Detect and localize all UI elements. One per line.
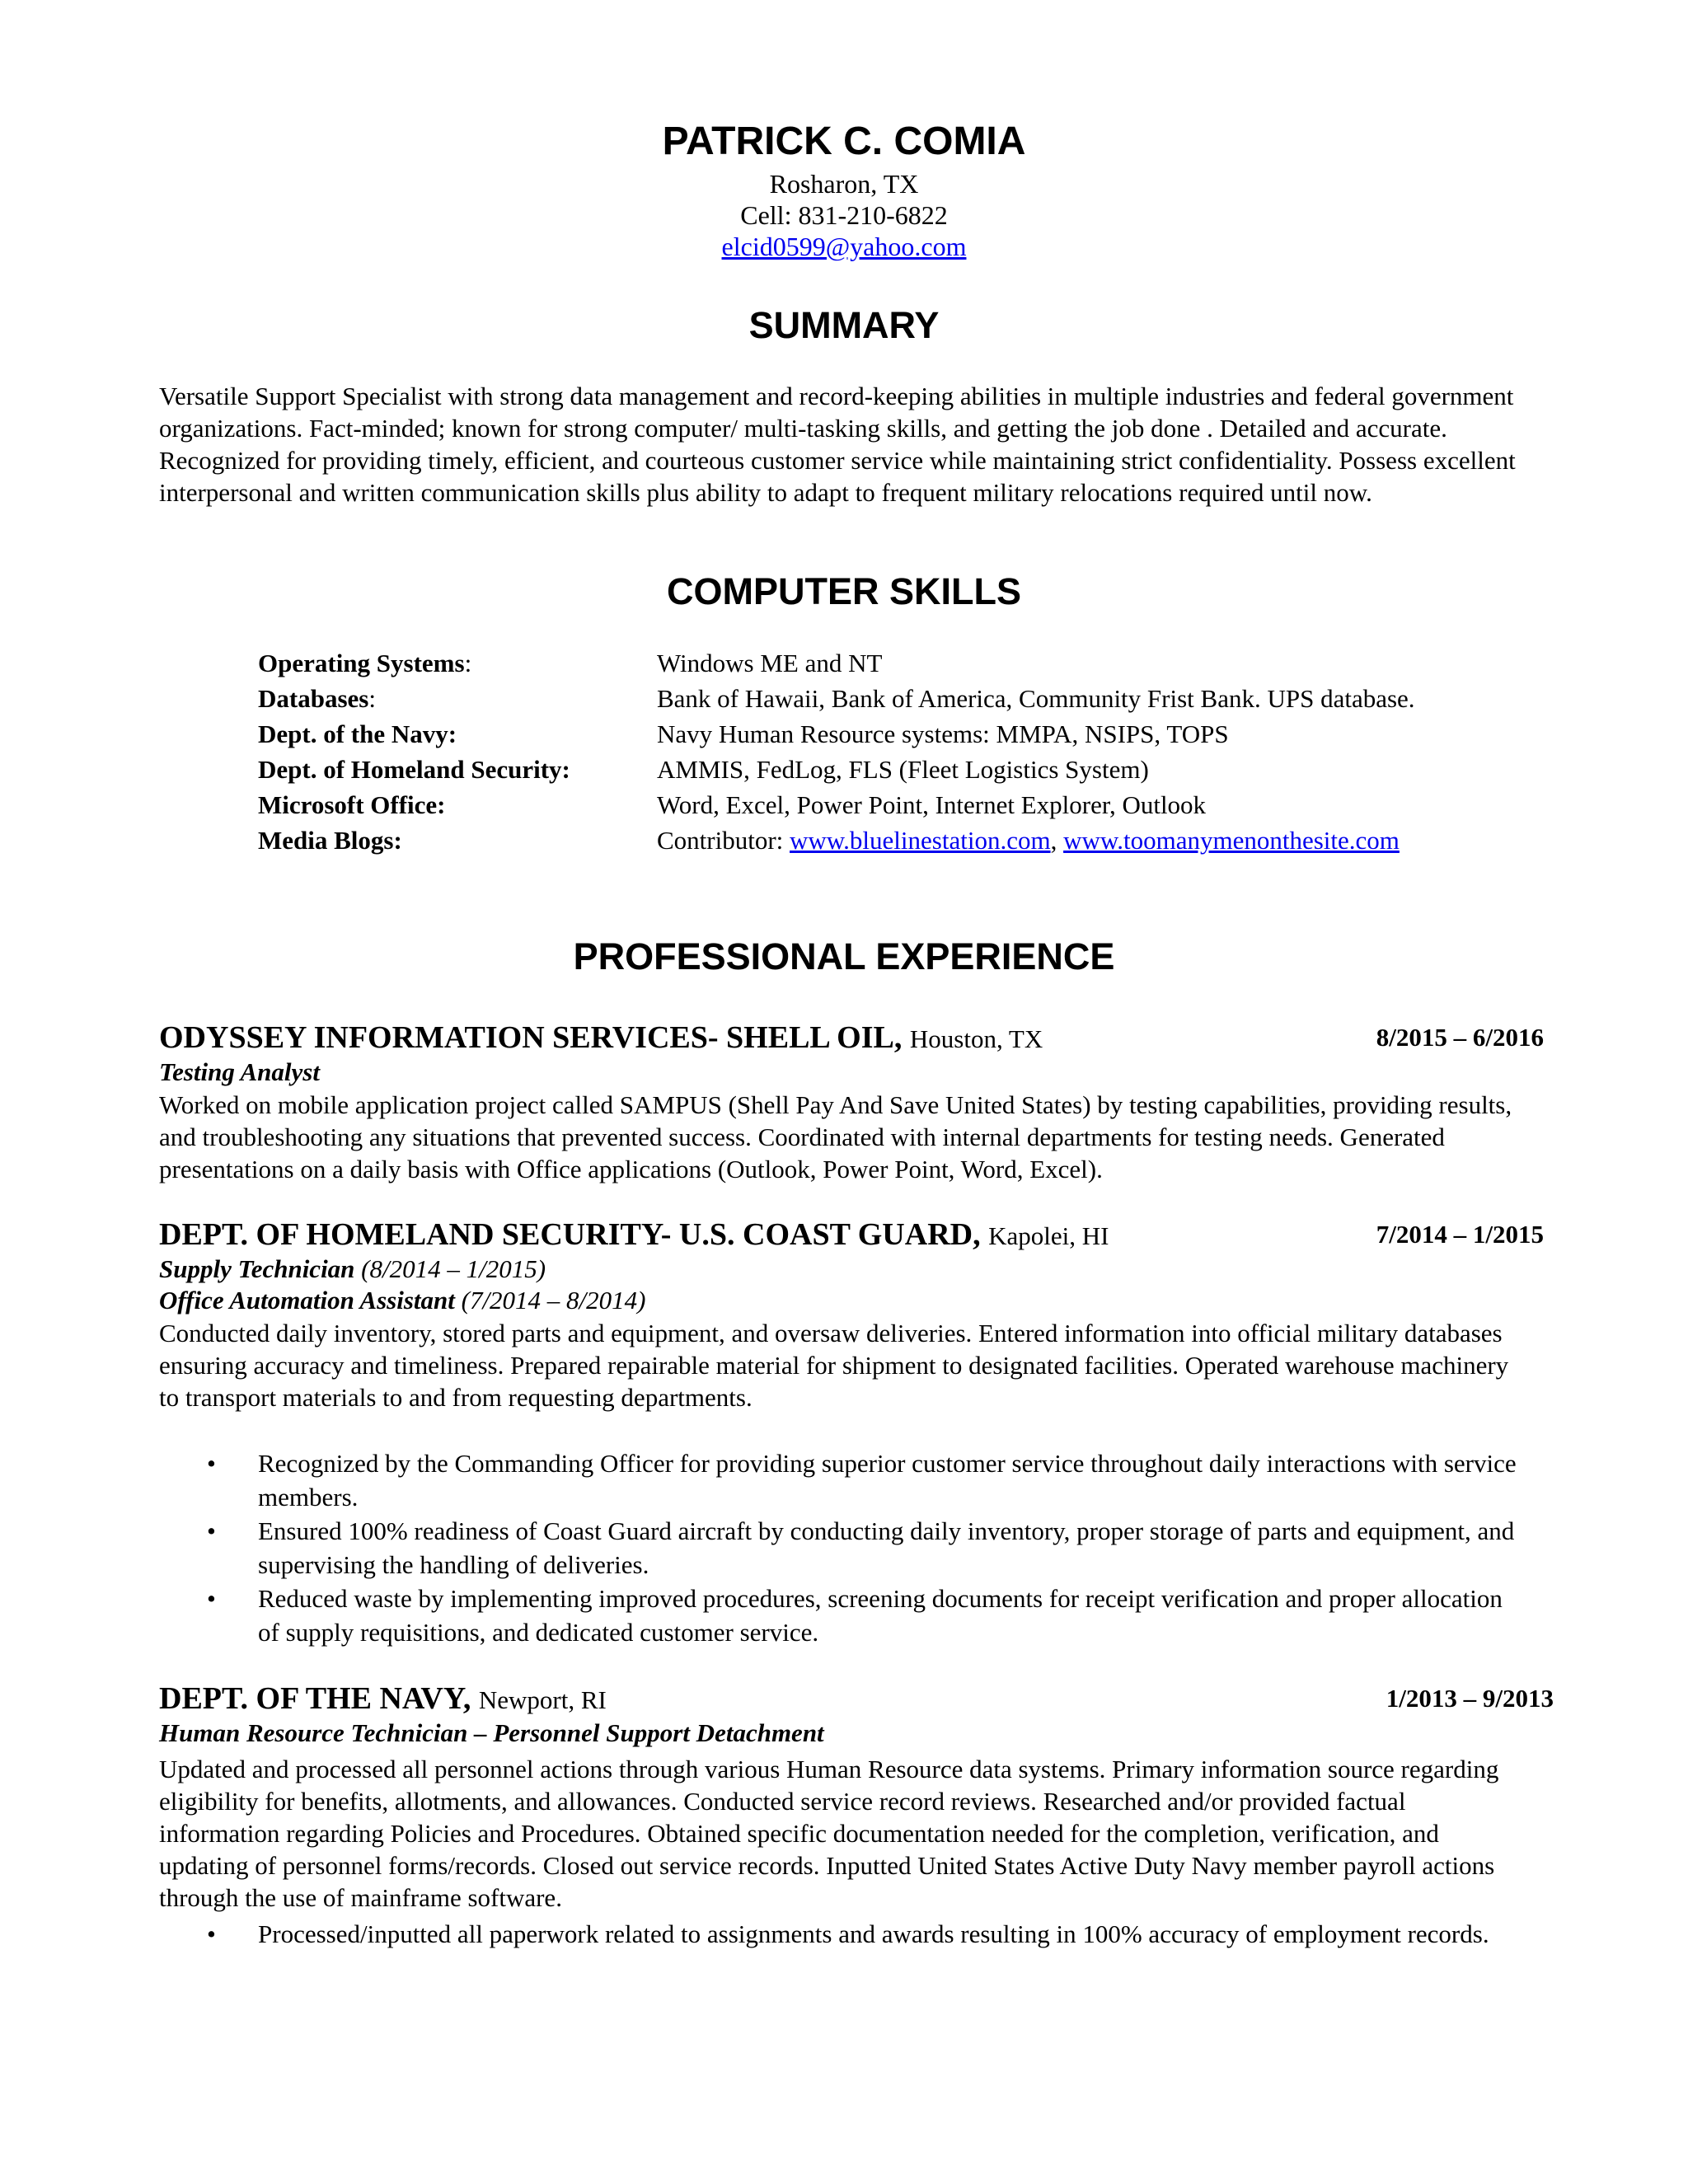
job-dates: 1/2013 – 9/2013 <box>1386 1684 1554 1713</box>
skill-row <box>258 752 1544 787</box>
list-item: • Processed/inputted all paperwork related to assignments and awards resulting in 100% accuracy of employment records. <box>207 1919 1489 1948</box>
job-header <box>159 1216 1544 1254</box>
candidate-name: PATRICK C. COMIA <box>662 120 1026 163</box>
skill-value: AMMIS, FedLog, FLS (Fleet Logistics System) <box>657 755 1149 784</box>
job-header <box>159 1019 1544 1057</box>
skills-table <box>258 645 1544 858</box>
job-title: Human Resource Technician – Personnel Support Detachment <box>159 1718 824 1747</box>
blog-link-toomanymen[interactable]: www.toomanymenonthesite.com <box>1063 826 1400 855</box>
skill-value: Bank of Hawaii, Bank of America, Community Frist Bank. UPS database. <box>657 684 1415 713</box>
list-item: • Ensured 100% readiness of Coast Guard aircraft by conducting daily inventory, proper storage of parts and equipment, and supervising the handling of deliveries. <box>207 1516 1515 1579</box>
blog-link-blueline[interactable]: www.bluelinestation.com <box>790 826 1051 855</box>
company-name: ODYSSEY INFORMATION SERVICES- SHELL OIL, <box>159 1020 903 1055</box>
candidate-location: Rosharon, TX <box>769 169 919 199</box>
job-location: Newport, RI <box>478 1685 607 1714</box>
experience-heading: PROFESSIONAL EXPERIENCE <box>573 935 1115 977</box>
list-item: • Recognized by the Commanding Officer for providing superior customer service throughout daily interactions with service members. <box>207 1449 1517 1511</box>
skill-value: Word, Excel, Power Point, Internet Explorer, Outlook <box>657 790 1207 819</box>
job-title: Supply Technician (8/2014 – 1/2015) <box>159 1254 546 1283</box>
job-title: Office Automation Assistant (7/2014 – 8/2014) <box>159 1286 646 1315</box>
skill-value: Contributor: www.bluelinestation.com, www.toomanymenonthesite.com <box>657 826 1400 855</box>
company-name: DEPT. OF HOMELAND SECURITY- U.S. COAST GUARD, <box>159 1217 981 1252</box>
skill-label: Microsoft Office: <box>258 790 446 819</box>
skill-row: Databases: Bank of Hawaii, Bank of America, Community Frist Bank. UPS database. <box>258 681 1544 716</box>
skill-row <box>258 716 1544 752</box>
skill-label: Databases <box>258 684 369 713</box>
skill-label: Media Blogs: <box>258 826 402 855</box>
skill-value: Navy Human Resource systems: MMPA, NSIPS, TOPS <box>657 719 1229 748</box>
skills-heading: COMPUTER SKILLS <box>666 570 1021 612</box>
achievement-list <box>159 1917 1527 1951</box>
job-description: Updated and processed all personnel actions through various Human Resource data systems. Primary information source regarding eligibility for benefits, allotments, and allowances. Conducted service record reviews. Researched and/or provided factual information regarding Policies and Procedures. Obtained specific documentation needed for the completion, verification, and updating of personnel forms/records. Closed out service records. Inputted United States Active Duty Navy member payroll actions through the use of mainframe software. <box>159 1755 1499 1912</box>
list-item: • Reduced waste by implementing improved procedures, screening documents for receipt verification and proper allocation of supply requisitions, and dedicated customer service. <box>207 1584 1503 1647</box>
job-title: Testing Analyst <box>159 1057 320 1086</box>
achievement-list <box>159 1446 1527 1649</box>
skill-value: Windows ME and NT <box>657 649 883 677</box>
resume-header <box>0 115 1688 262</box>
job-location: Kapolei, HI <box>988 1221 1109 1250</box>
company-name: DEPT. OF THE NAVY, <box>159 1681 471 1716</box>
job-description: Worked on mobile application project called SAMPUS (Shell Pay And Save United States) by testing capabilities, providing results, and troubleshooting any situations that prevented success. Coordinated with internal departments for testing needs. Generated presentations on a daily basis with Office applications (Outlook, Power Point, Word, Excel). <box>159 1090 1512 1183</box>
summary-heading: SUMMARY <box>748 304 940 346</box>
job-dates: 8/2015 – 6/2016 <box>1376 1023 1544 1052</box>
summary-text: Versatile Support Specialist with strong data management and record-keeping abilities in multiple industries and federal government organizations. Fact-minded; known for strong computer/ multi-tasking skills, and getting the job done . Detailed and accurate. Recognized for providing timely, efficient, and courteous customer service while maintaining strict confidentiality. Possess excellent interpersonal and written communication skills plus ability to adapt to frequent military relocations required until now. <box>159 382 1516 507</box>
job-description: Conducted daily inventory, stored parts and equipment, and oversaw deliveries. Entered information into official military databases ensuring accuracy and timeliness. Prepared repairable material for shipment to designated facilities. Operated warehouse machinery to transport materials to and from requesting departments. <box>159 1319 1509 1412</box>
skill-label: Dept. of Homeland Security: <box>258 755 570 784</box>
skill-row <box>258 787 1544 823</box>
job-dates: 7/2014 – 1/2015 <box>1376 1220 1544 1249</box>
email-link[interactable]: elcid0599@yahoo.com <box>721 232 967 261</box>
job-header <box>159 1680 1554 1718</box>
skill-row <box>258 823 1544 858</box>
job-location: Houston, TX <box>909 1024 1043 1053</box>
skill-row: Operating Systems: Windows ME and NT <box>258 645 1544 681</box>
skill-label: Operating Systems <box>258 649 465 677</box>
candidate-phone: Cell: 831-210-6822 <box>740 200 948 230</box>
skill-label: Dept. of the Navy: <box>258 719 457 748</box>
